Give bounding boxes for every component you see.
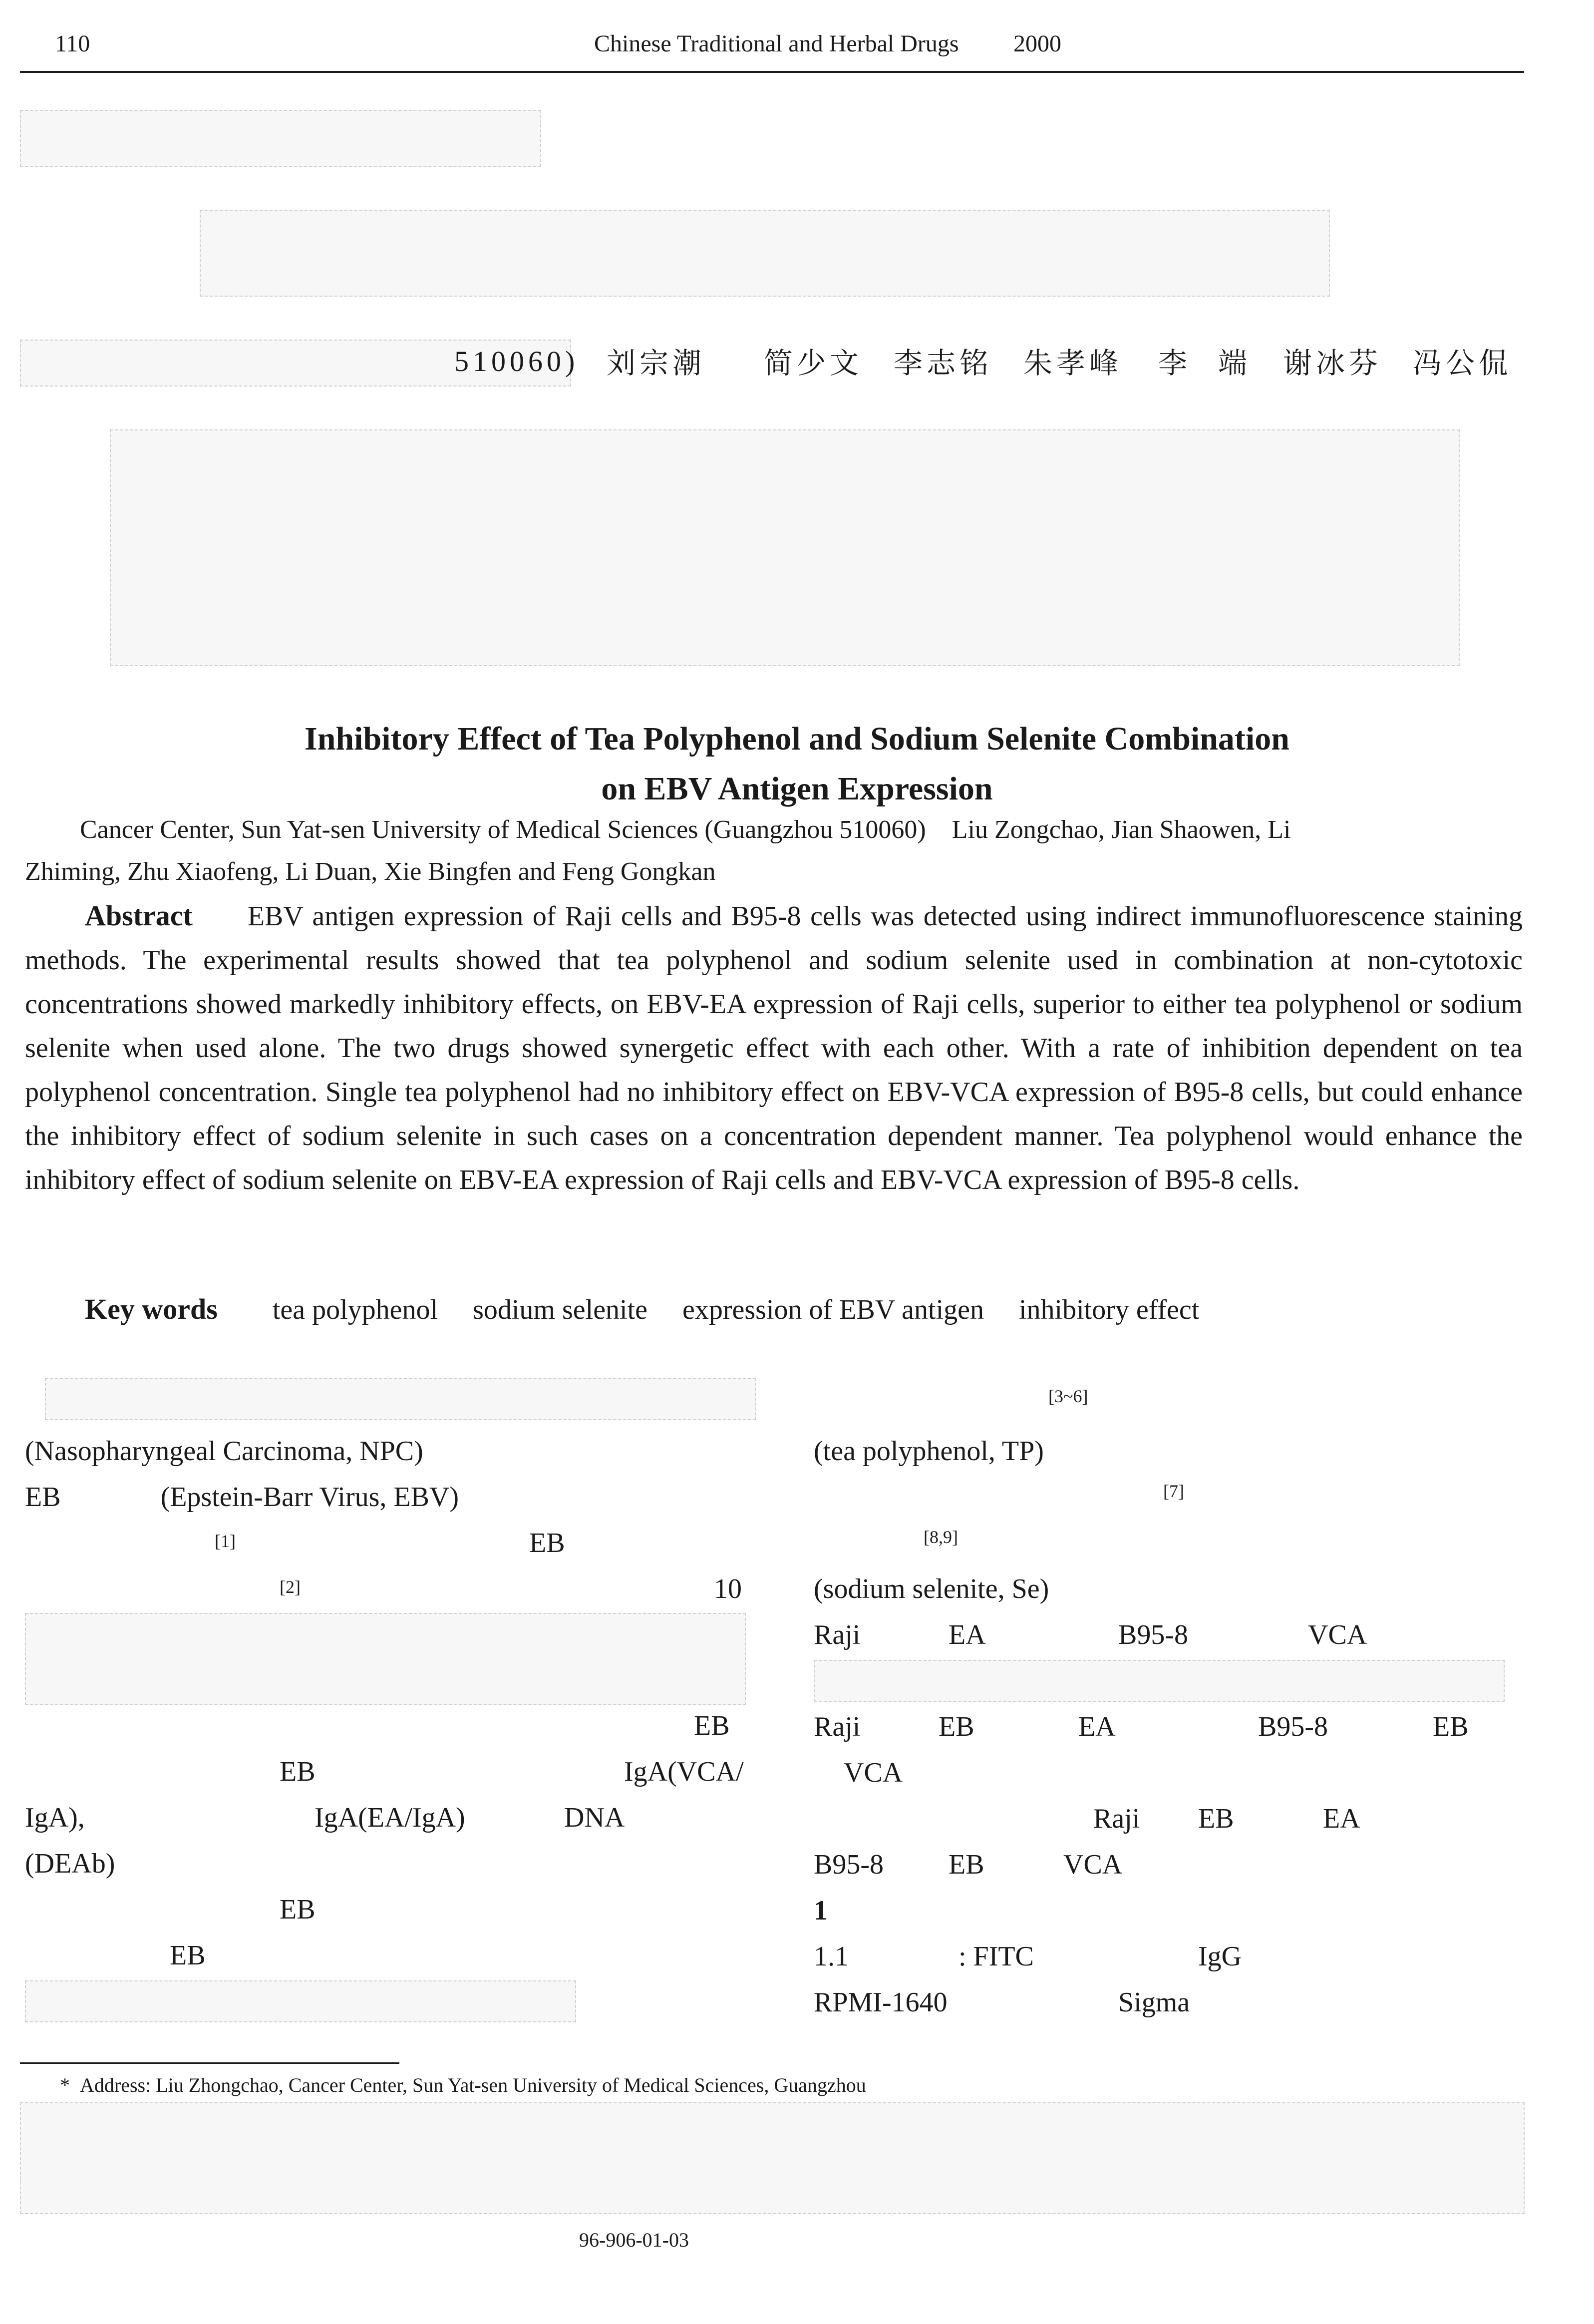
- column-header-illegible: [20, 110, 541, 167]
- right-col-citation: [8,9]: [924, 1527, 958, 1547]
- right-col-text: EA: [949, 1619, 986, 1650]
- right-col-text: Sigma: [1118, 1987, 1190, 2018]
- keyword: sodium selenite: [473, 1294, 648, 1325]
- footnote-received-date: 96-906-01-03: [579, 2229, 689, 2251]
- right-col-text: EB: [1198, 1803, 1234, 1834]
- left-col-text: EB (Epstein-Barr Virus, EBV): [25, 1482, 459, 1513]
- right-col-text: EA: [1323, 1803, 1360, 1834]
- right-col-text: EB: [1433, 1711, 1469, 1742]
- keyword: tea polyphenol: [272, 1294, 438, 1325]
- header-rule: [20, 71, 1524, 73]
- right-col-text: VCA: [844, 1757, 903, 1788]
- journal-year: 2000: [1013, 30, 1061, 57]
- right-col-citation: [7]: [1163, 1481, 1184, 1501]
- left-col-text: EB: [170, 1940, 206, 1971]
- abstract-text: EBV antigen expression of Raji cells and B95-8 cells was detected using indirect immunofluorescence staining methods. The experimental results showed that tea polyphenol and sodium selenite used in combination at non-cytotoxic concentrations showed markedly inhibitory effects, on EBV-EA expression of Raji cells, superior to either tea polyphenol or sodium selenite when used alone. The two drugs showed synergetic effect with each other. With a rate of inhibition dependent on tea polyphenol concentration. Single tea polyphenol had no inhibitory effect on EBV-VCA expression of B95-8 cells, but could enhance the inhibitory effect of sodium selenite in such cases on a concentration dependent manner. Tea polyphenol would enhance the inhibitory effect of sodium selenite on EBV-EA expression of Raji cells and EBV-VCA expression of B95-8 cells.: [25, 901, 1523, 1195]
- subsection-heading: 1.1: [814, 1941, 849, 1972]
- left-col-text: IgA),: [25, 1802, 85, 1833]
- footnote-address: * Address: Liu Zhongchao, Cancer Center, Sun Yat-sen University of Medical Sciences, Guangzhou: [60, 2074, 866, 2096]
- right-col-text: B95-8: [814, 1849, 884, 1880]
- left-col-text: IgA(EA/IgA): [315, 1802, 465, 1833]
- right-col-text: VCA: [1063, 1849, 1123, 1880]
- right-col-text: Raji: [1093, 1803, 1140, 1834]
- left-col-text: DNA: [564, 1802, 625, 1833]
- left-col-text: IgA(VCA/: [624, 1756, 744, 1787]
- keyword: expression of EBV antigen: [682, 1294, 984, 1325]
- chinese-abstract-illegible: [110, 429, 1460, 666]
- affiliation-line-1: Cancer Center, Sun Yat-sen University of Medical Sciences (Guangzhou 510060) Liu Zongchao, Jian Shaowen, Li: [80, 815, 1291, 844]
- chinese-author: 刘宗潮: [607, 347, 706, 380]
- left-col-line-illegible: [45, 1378, 756, 1420]
- right-col-text: B95-8: [1118, 1619, 1188, 1650]
- chinese-author: 李: [1158, 347, 1192, 380]
- journal-name: Chinese Traditional and Herbal Drugs: [594, 30, 959, 57]
- right-col-text: IgG: [1198, 1941, 1242, 1972]
- footnote-illegible: [20, 2102, 1525, 2214]
- chinese-postcode: 510060): [454, 345, 579, 378]
- footnote-rule: [20, 2062, 399, 2064]
- left-col-text: EB: [280, 1756, 316, 1787]
- abstract-label: Abstract: [85, 899, 193, 932]
- left-col-citation: [1]: [215, 1531, 236, 1551]
- keyword: inhibitory effect: [1019, 1294, 1200, 1325]
- english-title-line-1: Inhibitory Effect of Tea Polyphenol and Sodium Selenite Combination: [305, 721, 1289, 757]
- affiliation-line-2: Zhiming, Zhu Xiaofeng, Li Duan, Xie Bingfen and Feng Gongkan: [25, 857, 716, 886]
- left-col-text: (DEAb): [25, 1848, 115, 1879]
- keywords: [25, 1287, 1199, 1332]
- left-col-text: EB: [694, 1710, 730, 1741]
- chinese-author: 谢冰芬: [1283, 347, 1382, 380]
- right-col-text: VCA: [1308, 1619, 1367, 1650]
- right-col-citation: [3~6]: [1048, 1386, 1088, 1406]
- page-number: 110: [55, 30, 90, 57]
- right-col-text: EB: [939, 1711, 974, 1742]
- right-col-text: (tea polyphenol, TP): [814, 1436, 1044, 1467]
- left-col-text: (Nasopharyngeal Carcinoma, NPC): [25, 1436, 423, 1467]
- abstract: [25, 894, 1523, 1202]
- left-col-line-illegible: [25, 1980, 576, 2022]
- chinese-author: 朱孝峰: [1023, 347, 1123, 380]
- right-col-text: B95-8: [1258, 1711, 1328, 1742]
- chinese-author: 冯公侃: [1413, 347, 1512, 380]
- english-title-line-2: on EBV Antigen Expression: [601, 771, 993, 807]
- left-col-lines-illegible: [25, 1613, 746, 1705]
- right-col-text: Raji: [814, 1711, 861, 1742]
- right-col-text: EB: [949, 1849, 984, 1880]
- right-col-text: (sodium selenite, Se): [814, 1573, 1049, 1604]
- right-col-text: : FITC: [958, 1941, 1034, 1972]
- right-col-text: EA: [1078, 1711, 1116, 1742]
- right-col-text: Raji: [814, 1619, 861, 1650]
- right-col-text: RPMI-1640: [814, 1987, 948, 2018]
- right-col-line-illegible: [814, 1660, 1505, 1702]
- left-col-text: EB: [529, 1528, 565, 1558]
- keywords-label: Key words: [85, 1293, 218, 1325]
- chinese-author: 简少文: [764, 347, 863, 380]
- left-col-text: EB: [280, 1894, 316, 1925]
- left-col-text: 10: [714, 1573, 742, 1604]
- chinese-title-illegible: [200, 210, 1330, 297]
- left-col-citation: [2]: [280, 1577, 301, 1597]
- chinese-author: 端: [1218, 347, 1252, 380]
- section-heading: 1: [814, 1895, 828, 1926]
- chinese-author: 李志铭: [894, 347, 993, 380]
